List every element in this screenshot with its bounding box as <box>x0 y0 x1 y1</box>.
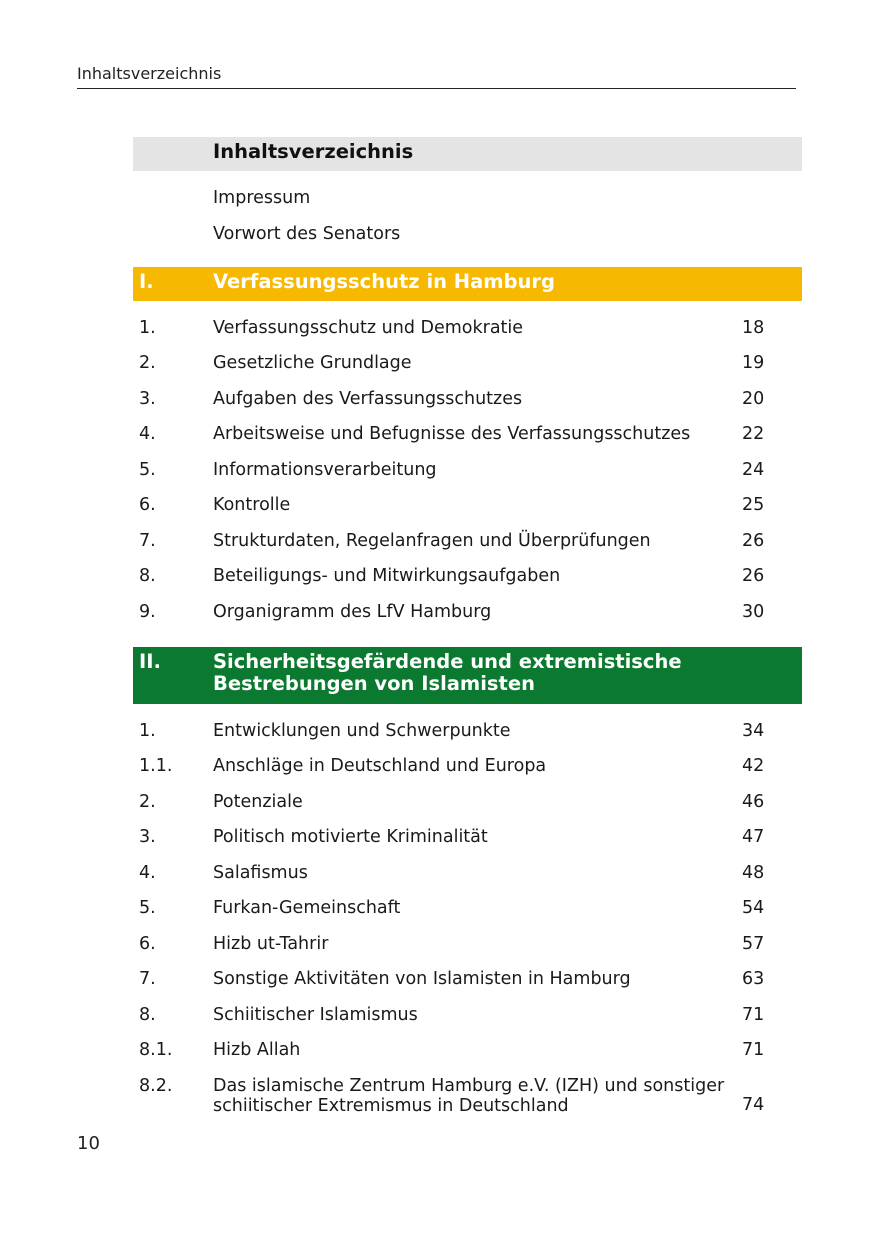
entry-number: 6. <box>139 495 156 515</box>
toc-entry[interactable] <box>133 1026 802 1062</box>
entry-page: 20 <box>742 388 765 409</box>
toc-entry[interactable] <box>133 884 802 920</box>
entry-page: 19 <box>742 353 765 373</box>
entry-title-line-1: Das islamische Zentrum Hamburg e.V. (IZH) und sonstiger <box>213 1076 725 1096</box>
entry-title: Informationsverarbeitung <box>213 459 437 480</box>
entry-number: 3. <box>139 827 156 847</box>
entry-title: Aufgaben des Verfassungsschutzes <box>213 388 523 409</box>
front-matter-item[interactable] <box>133 209 802 245</box>
entry-page: 48 <box>742 862 765 883</box>
entry-number: 8. <box>139 566 156 586</box>
toc-entry[interactable] <box>133 445 802 481</box>
toc-entry[interactable] <box>133 552 802 588</box>
toc-entry[interactable] <box>133 374 802 410</box>
section-title: Verfassungsschutz in Hamburg <box>213 269 556 293</box>
entry-page: 26 <box>742 530 765 551</box>
running-head: Inhaltsverzeichnis <box>77 64 222 83</box>
entry-title: Kontrolle <box>213 495 291 515</box>
entry-title: Politisch motivierte Kriminalität <box>213 827 488 847</box>
toc-entry[interactable] <box>133 848 802 884</box>
entry-number: 5. <box>139 459 156 480</box>
front-matter-title: Vorwort des Senators <box>213 223 401 244</box>
entry-number: 1. <box>139 317 156 338</box>
toc-heading: Inhaltsverzeichnis <box>213 140 414 163</box>
entry-number: 1.1. <box>139 756 173 776</box>
entry-number: 8. <box>139 1004 156 1025</box>
front-matter-title: Impressum <box>213 188 311 208</box>
section-title <box>213 651 802 695</box>
entry-title: Anschläge in Deutschland und Europa <box>213 756 547 776</box>
toc-entry[interactable] <box>133 481 802 517</box>
entry-title: Hizb ut-Tahrir <box>213 933 329 954</box>
entry-page: 26 <box>742 566 765 586</box>
entry-title: Salafismus <box>213 862 308 883</box>
toc-entry[interactable] <box>133 704 802 742</box>
entry-title: Verfassungsschutz und Demokratie <box>213 317 524 338</box>
entry-title: Beteiligungs- und Mitwirkungsaufgaben <box>213 566 561 586</box>
toc-entry[interactable] <box>133 777 802 813</box>
section-number: II. <box>139 649 161 673</box>
front-matter-item[interactable] <box>133 171 802 209</box>
page-number: 10 <box>77 1133 100 1154</box>
toc-entry[interactable] <box>133 587 802 623</box>
section-title-line-2: Bestrebungen von Islamisten <box>213 671 535 695</box>
entry-number: 4. <box>139 424 156 444</box>
entry-page: 25 <box>742 495 765 515</box>
entry-page: 74 <box>742 1095 765 1115</box>
entry-page: 57 <box>742 933 765 954</box>
toc-entry[interactable] <box>133 990 802 1026</box>
entry-page: 24 <box>742 459 765 480</box>
entry-title-line-2: schiitischer Extremismus in Deutschland <box>213 1096 569 1116</box>
entry-title: Potenziale <box>213 791 303 812</box>
toc-heading-band <box>133 137 802 171</box>
entry-number: 7. <box>139 969 156 989</box>
toc-entry[interactable] <box>133 742 802 778</box>
entry-number: 3. <box>139 388 156 409</box>
entry-title: Sonstige Aktivitäten von Islamisten in Hamburg <box>213 969 631 989</box>
entry-number: 2. <box>139 353 156 373</box>
entry-number: 5. <box>139 898 156 918</box>
entry-number: 8.2. <box>139 1076 173 1096</box>
entry-title: Arbeitsweise und Befugnisse des Verfassungsschutzes <box>213 424 691 444</box>
entry-page: 54 <box>742 898 765 918</box>
toc-entry[interactable] <box>133 410 802 446</box>
entry-title: Gesetzliche Grundlage <box>213 353 412 373</box>
entry-number: 7. <box>139 530 156 551</box>
entry-title: Entwicklungen und Schwerpunkte <box>213 720 511 741</box>
entry-number: 9. <box>139 601 156 622</box>
table-of-contents <box>133 137 802 1116</box>
entry-number: 4. <box>139 862 156 883</box>
toc-entry[interactable] <box>133 955 802 991</box>
entry-page: 34 <box>742 720 765 741</box>
toc-entry[interactable] <box>133 301 802 339</box>
toc-entry[interactable] <box>133 339 802 375</box>
entry-page: 18 <box>742 317 765 338</box>
entry-page: 22 <box>742 424 765 444</box>
toc-entry[interactable] <box>133 516 802 552</box>
entry-title <box>213 1076 737 1116</box>
section-number: I. <box>139 269 154 293</box>
entry-page: 42 <box>742 756 765 776</box>
entry-page: 71 <box>742 1040 765 1060</box>
entry-page: 30 <box>742 601 765 622</box>
toc-entry[interactable] <box>133 813 802 849</box>
entry-number: 8.1. <box>139 1040 173 1060</box>
section-2-band <box>133 647 802 704</box>
header-rule <box>77 88 796 89</box>
toc-entry[interactable] <box>133 1061 802 1116</box>
entry-title: Hizb Allah <box>213 1040 301 1060</box>
entry-title: Organigramm des LfV Hamburg <box>213 601 492 622</box>
entry-page: 71 <box>742 1004 765 1025</box>
entry-number: 6. <box>139 933 156 954</box>
entry-page: 63 <box>742 969 765 989</box>
entry-title: Strukturdaten, Regelanfragen und Überprüfungen <box>213 530 651 551</box>
section-title-line-1: Sicherheitsgefärdende und extremistische <box>213 649 682 673</box>
entry-title: Furkan-Gemeinschaft <box>213 898 401 918</box>
entry-title: Schiitischer Islamismus <box>213 1004 418 1025</box>
entry-page: 47 <box>742 827 765 847</box>
toc-entry[interactable] <box>133 919 802 955</box>
section-1-band <box>133 267 802 301</box>
entry-page: 46 <box>742 791 765 812</box>
entry-number: 1. <box>139 720 156 741</box>
entry-number: 2. <box>139 791 156 812</box>
